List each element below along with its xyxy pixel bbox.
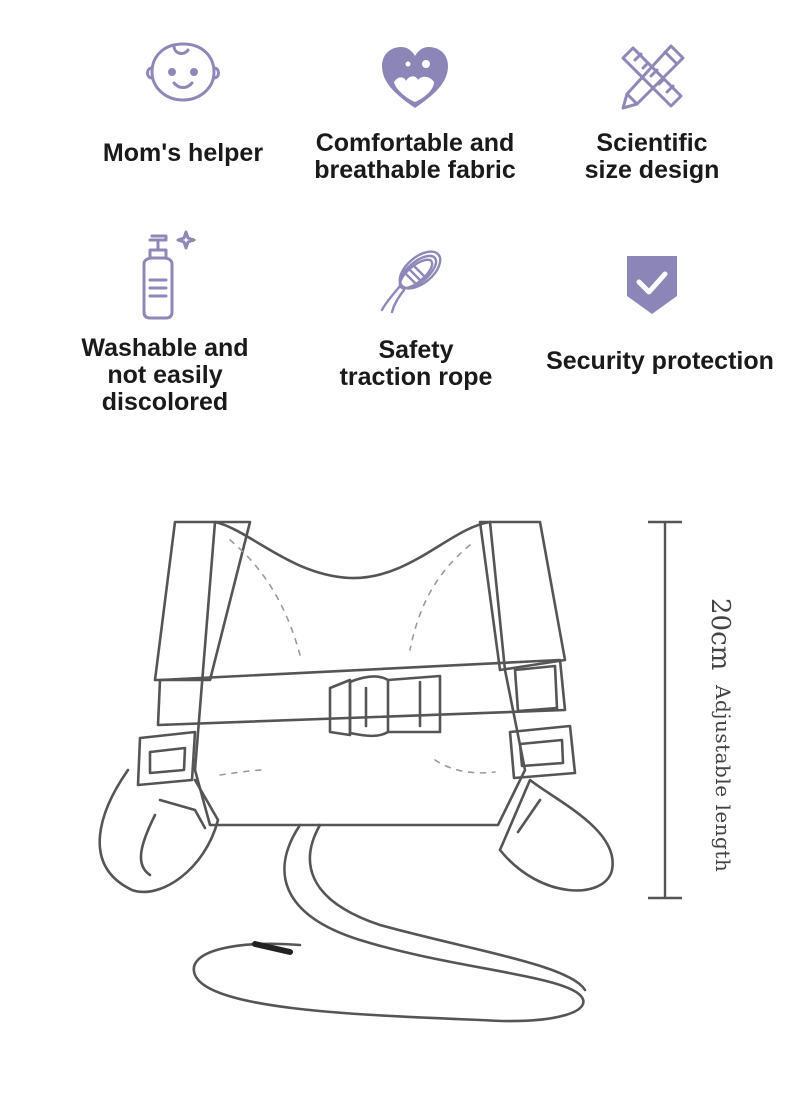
feature-label: Security protection <box>546 347 774 375</box>
baby-face-icon <box>144 38 222 111</box>
heart-fabric-icon <box>378 44 452 117</box>
soap-bottle-icon <box>130 226 200 325</box>
dimension-caption: Adjustable length <box>711 685 735 873</box>
ruler-pencil-icon <box>615 40 689 119</box>
harness-illustration <box>0 470 800 1070</box>
dimension-value: 20cm <box>705 598 735 671</box>
feature-label: Mom's helper <box>102 139 264 167</box>
feature-label: Safety traction rope <box>339 336 493 391</box>
feature-label: Washable and not easily discolored <box>81 334 249 416</box>
rope-icon <box>376 236 456 321</box>
shield-check-icon <box>625 254 679 321</box>
feature-label: Comfortable and breathable fabric <box>314 129 516 184</box>
feature-label: Scientific size design <box>584 129 720 184</box>
